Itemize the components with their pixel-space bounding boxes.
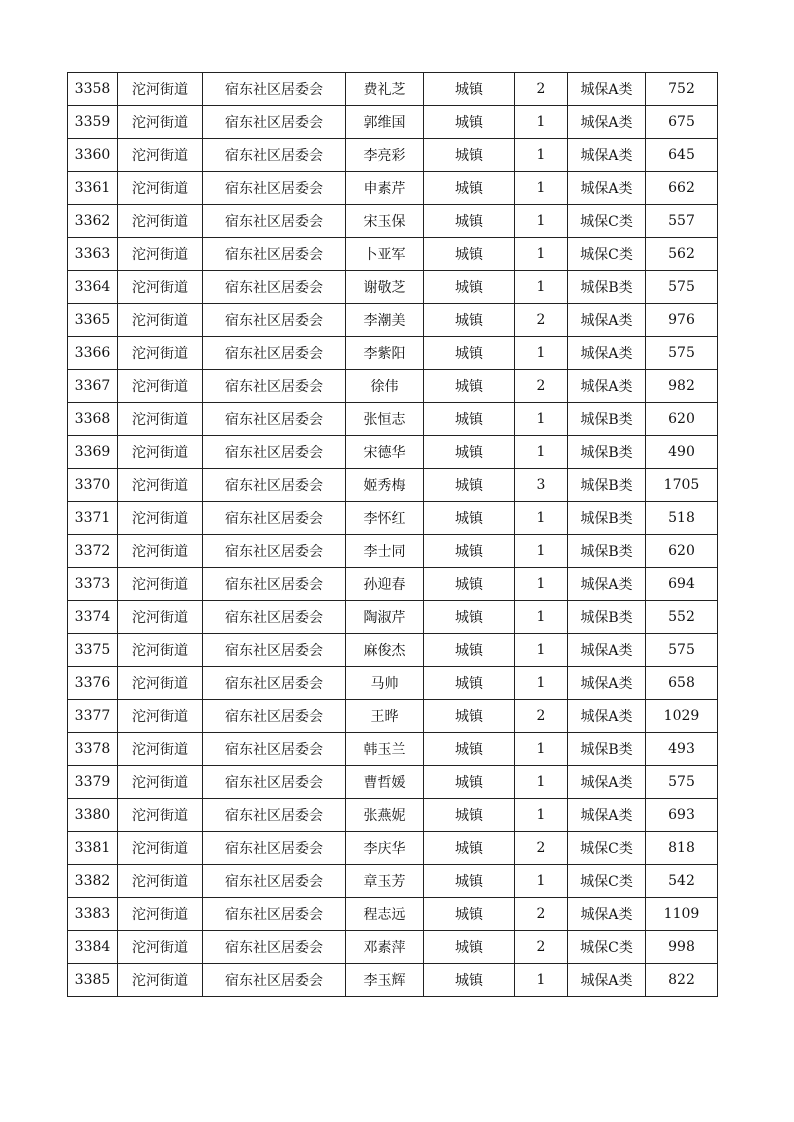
amount-cell: 557: [646, 205, 718, 238]
street-cell: 沱河街道: [118, 700, 203, 733]
name-cell: 张燕妮: [346, 799, 424, 832]
amount-cell: 976: [646, 304, 718, 337]
street-cell: 沱河街道: [118, 667, 203, 700]
community-cell: 宿东社区居委会: [203, 502, 346, 535]
record-number-cell: 3359: [68, 106, 118, 139]
community-cell: 宿东社区居委会: [203, 370, 346, 403]
name-cell: 李士同: [346, 535, 424, 568]
category-cell: 城保C类: [568, 931, 646, 964]
table-row: [68, 403, 718, 436]
household-type-cell: 城镇: [424, 601, 515, 634]
record-number-cell: 3366: [68, 337, 118, 370]
person-count-cell: 1: [515, 172, 568, 205]
record-number-cell: 3371: [68, 502, 118, 535]
community-cell: 宿东社区居委会: [203, 766, 346, 799]
street-cell: 沱河街道: [118, 139, 203, 172]
record-number-cell: 3379: [68, 766, 118, 799]
record-number-cell: 3385: [68, 964, 118, 997]
community-cell: 宿东社区居委会: [203, 238, 346, 271]
community-cell: 宿东社区居委会: [203, 634, 346, 667]
street-cell: 沱河街道: [118, 898, 203, 931]
amount-cell: 694: [646, 568, 718, 601]
amount-cell: 562: [646, 238, 718, 271]
amount-cell: 620: [646, 535, 718, 568]
person-count-cell: 1: [515, 106, 568, 139]
record-number-cell: 3373: [68, 568, 118, 601]
street-cell: 沱河街道: [118, 799, 203, 832]
record-number-cell: 3381: [68, 832, 118, 865]
record-number-cell: 3374: [68, 601, 118, 634]
category-cell: 城保C类: [568, 205, 646, 238]
street-cell: 沱河街道: [118, 271, 203, 304]
table-row: [68, 535, 718, 568]
person-count-cell: 1: [515, 766, 568, 799]
person-count-cell: 1: [515, 238, 568, 271]
category-cell: 城保A类: [568, 568, 646, 601]
household-type-cell: 城镇: [424, 898, 515, 931]
table-row: [68, 502, 718, 535]
household-type-cell: 城镇: [424, 832, 515, 865]
name-cell: 李紫阳: [346, 337, 424, 370]
name-cell: 卜亚军: [346, 238, 424, 271]
person-count-cell: 3: [515, 469, 568, 502]
amount-cell: 675: [646, 106, 718, 139]
street-cell: 沱河街道: [118, 832, 203, 865]
name-cell: 张恒志: [346, 403, 424, 436]
table-row: [68, 865, 718, 898]
household-type-cell: 城镇: [424, 205, 515, 238]
category-cell: 城保B类: [568, 469, 646, 502]
table-row: [68, 271, 718, 304]
community-cell: 宿东社区居委会: [203, 931, 346, 964]
record-number-cell: 3361: [68, 172, 118, 205]
person-count-cell: 2: [515, 832, 568, 865]
name-cell: 申素芹: [346, 172, 424, 205]
household-type-cell: 城镇: [424, 535, 515, 568]
community-cell: 宿东社区居委会: [203, 832, 346, 865]
record-number-cell: 3367: [68, 370, 118, 403]
name-cell: 徐伟: [346, 370, 424, 403]
allowance-table: [67, 72, 718, 997]
amount-cell: 998: [646, 931, 718, 964]
amount-cell: 552: [646, 601, 718, 634]
table-row: [68, 238, 718, 271]
name-cell: 宋德华: [346, 436, 424, 469]
street-cell: 沱河街道: [118, 172, 203, 205]
amount-cell: 982: [646, 370, 718, 403]
household-type-cell: 城镇: [424, 667, 515, 700]
record-number-cell: 3358: [68, 73, 118, 106]
record-number-cell: 3375: [68, 634, 118, 667]
community-cell: 宿东社区居委会: [203, 964, 346, 997]
category-cell: 城保A类: [568, 964, 646, 997]
person-count-cell: 2: [515, 898, 568, 931]
household-type-cell: 城镇: [424, 634, 515, 667]
street-cell: 沱河街道: [118, 535, 203, 568]
table-row: [68, 832, 718, 865]
household-type-cell: 城镇: [424, 73, 515, 106]
name-cell: 李庆华: [346, 832, 424, 865]
person-count-cell: 2: [515, 73, 568, 106]
community-cell: 宿东社区居委会: [203, 733, 346, 766]
category-cell: 城保A类: [568, 634, 646, 667]
person-count-cell: 1: [515, 139, 568, 172]
person-count-cell: 1: [515, 535, 568, 568]
person-count-cell: 1: [515, 337, 568, 370]
amount-cell: 693: [646, 799, 718, 832]
street-cell: 沱河街道: [118, 502, 203, 535]
household-type-cell: 城镇: [424, 238, 515, 271]
household-type-cell: 城镇: [424, 700, 515, 733]
category-cell: 城保B类: [568, 403, 646, 436]
person-count-cell: 2: [515, 700, 568, 733]
category-cell: 城保C类: [568, 832, 646, 865]
table-row: [68, 799, 718, 832]
category-cell: 城保B类: [568, 535, 646, 568]
household-type-cell: 城镇: [424, 436, 515, 469]
household-type-cell: 城镇: [424, 403, 515, 436]
community-cell: 宿东社区居委会: [203, 436, 346, 469]
category-cell: 城保A类: [568, 700, 646, 733]
person-count-cell: 1: [515, 502, 568, 535]
street-cell: 沱河街道: [118, 403, 203, 436]
name-cell: 王晔: [346, 700, 424, 733]
table-row: [68, 469, 718, 502]
table-row: [68, 139, 718, 172]
name-cell: 马帅: [346, 667, 424, 700]
household-type-cell: 城镇: [424, 304, 515, 337]
name-cell: 邓素萍: [346, 931, 424, 964]
street-cell: 沱河街道: [118, 601, 203, 634]
person-count-cell: 1: [515, 799, 568, 832]
category-cell: 城保A类: [568, 139, 646, 172]
record-number-cell: 3377: [68, 700, 118, 733]
community-cell: 宿东社区居委会: [203, 667, 346, 700]
record-number-cell: 3370: [68, 469, 118, 502]
amount-cell: 575: [646, 766, 718, 799]
amount-cell: 518: [646, 502, 718, 535]
household-type-cell: 城镇: [424, 337, 515, 370]
record-number-cell: 3365: [68, 304, 118, 337]
record-number-cell: 3380: [68, 799, 118, 832]
street-cell: 沱河街道: [118, 766, 203, 799]
household-type-cell: 城镇: [424, 139, 515, 172]
household-type-cell: 城镇: [424, 106, 515, 139]
household-type-cell: 城镇: [424, 172, 515, 205]
community-cell: 宿东社区居委会: [203, 271, 346, 304]
amount-cell: 620: [646, 403, 718, 436]
street-cell: 沱河街道: [118, 205, 203, 238]
category-cell: 城保C类: [568, 238, 646, 271]
record-number-cell: 3360: [68, 139, 118, 172]
person-count-cell: 1: [515, 601, 568, 634]
category-cell: 城保A类: [568, 766, 646, 799]
name-cell: 孙迎春: [346, 568, 424, 601]
record-number-cell: 3368: [68, 403, 118, 436]
community-cell: 宿东社区居委会: [203, 601, 346, 634]
record-number-cell: 3376: [68, 667, 118, 700]
street-cell: 沱河街道: [118, 238, 203, 271]
community-cell: 宿东社区居委会: [203, 172, 346, 205]
community-cell: 宿东社区居委会: [203, 865, 346, 898]
household-type-cell: 城镇: [424, 964, 515, 997]
community-cell: 宿东社区居委会: [203, 535, 346, 568]
amount-cell: 542: [646, 865, 718, 898]
category-cell: 城保B类: [568, 733, 646, 766]
category-cell: 城保B类: [568, 601, 646, 634]
amount-cell: 1109: [646, 898, 718, 931]
table-row: [68, 568, 718, 601]
street-cell: 沱河街道: [118, 568, 203, 601]
table-row: [68, 304, 718, 337]
person-count-cell: 1: [515, 436, 568, 469]
household-type-cell: 城镇: [424, 502, 515, 535]
household-type-cell: 城镇: [424, 931, 515, 964]
street-cell: 沱河街道: [118, 73, 203, 106]
name-cell: 章玉芳: [346, 865, 424, 898]
community-cell: 宿东社区居委会: [203, 106, 346, 139]
person-count-cell: 1: [515, 568, 568, 601]
street-cell: 沱河街道: [118, 337, 203, 370]
person-count-cell: 1: [515, 865, 568, 898]
category-cell: 城保B类: [568, 436, 646, 469]
community-cell: 宿东社区居委会: [203, 304, 346, 337]
record-number-cell: 3369: [68, 436, 118, 469]
person-count-cell: 2: [515, 370, 568, 403]
street-cell: 沱河街道: [118, 370, 203, 403]
name-cell: 宋玉保: [346, 205, 424, 238]
table-row: [68, 733, 718, 766]
person-count-cell: 1: [515, 634, 568, 667]
amount-cell: 493: [646, 733, 718, 766]
street-cell: 沱河街道: [118, 106, 203, 139]
table-row: [68, 700, 718, 733]
table-row: [68, 337, 718, 370]
record-number-cell: 3364: [68, 271, 118, 304]
table-row: [68, 205, 718, 238]
household-type-cell: 城镇: [424, 271, 515, 304]
name-cell: 李潮美: [346, 304, 424, 337]
person-count-cell: 1: [515, 667, 568, 700]
amount-cell: 818: [646, 832, 718, 865]
category-cell: 城保A类: [568, 898, 646, 931]
street-cell: 沱河街道: [118, 931, 203, 964]
table-row: [68, 73, 718, 106]
category-cell: 城保B类: [568, 502, 646, 535]
community-cell: 宿东社区居委会: [203, 799, 346, 832]
household-type-cell: 城镇: [424, 370, 515, 403]
amount-cell: 575: [646, 337, 718, 370]
amount-cell: 645: [646, 139, 718, 172]
community-cell: 宿东社区居委会: [203, 337, 346, 370]
person-count-cell: 1: [515, 271, 568, 304]
community-cell: 宿东社区居委会: [203, 73, 346, 106]
name-cell: 姬秀梅: [346, 469, 424, 502]
table-row: [68, 634, 718, 667]
record-number-cell: 3372: [68, 535, 118, 568]
amount-cell: 658: [646, 667, 718, 700]
record-number-cell: 3382: [68, 865, 118, 898]
name-cell: 费礼芝: [346, 73, 424, 106]
table-row: [68, 931, 718, 964]
table-row: [68, 601, 718, 634]
household-type-cell: 城镇: [424, 865, 515, 898]
street-cell: 沱河街道: [118, 634, 203, 667]
amount-cell: 1029: [646, 700, 718, 733]
street-cell: 沱河街道: [118, 865, 203, 898]
household-type-cell: 城镇: [424, 568, 515, 601]
name-cell: 陶淑芹: [346, 601, 424, 634]
name-cell: 郭维国: [346, 106, 424, 139]
name-cell: 谢敬芝: [346, 271, 424, 304]
household-type-cell: 城镇: [424, 766, 515, 799]
name-cell: 李亮彩: [346, 139, 424, 172]
table-body: [68, 73, 718, 997]
amount-cell: 662: [646, 172, 718, 205]
record-number-cell: 3383: [68, 898, 118, 931]
table-row: [68, 898, 718, 931]
amount-cell: 752: [646, 73, 718, 106]
person-count-cell: 1: [515, 964, 568, 997]
person-count-cell: 1: [515, 205, 568, 238]
category-cell: 城保C类: [568, 865, 646, 898]
category-cell: 城保A类: [568, 370, 646, 403]
person-count-cell: 2: [515, 304, 568, 337]
category-cell: 城保B类: [568, 271, 646, 304]
community-cell: 宿东社区居委会: [203, 898, 346, 931]
record-number-cell: 3378: [68, 733, 118, 766]
street-cell: 沱河街道: [118, 469, 203, 502]
street-cell: 沱河街道: [118, 964, 203, 997]
category-cell: 城保A类: [568, 799, 646, 832]
category-cell: 城保A类: [568, 106, 646, 139]
category-cell: 城保A类: [568, 73, 646, 106]
table-row: [68, 106, 718, 139]
community-cell: 宿东社区居委会: [203, 568, 346, 601]
street-cell: 沱河街道: [118, 733, 203, 766]
name-cell: 李怀红: [346, 502, 424, 535]
table-row: [68, 964, 718, 997]
community-cell: 宿东社区居委会: [203, 700, 346, 733]
household-type-cell: 城镇: [424, 733, 515, 766]
record-number-cell: 3363: [68, 238, 118, 271]
category-cell: 城保A类: [568, 304, 646, 337]
name-cell: 李玉辉: [346, 964, 424, 997]
table-row: [68, 436, 718, 469]
street-cell: 沱河街道: [118, 436, 203, 469]
table-row: [68, 370, 718, 403]
community-cell: 宿东社区居委会: [203, 139, 346, 172]
amount-cell: 1705: [646, 469, 718, 502]
table-row: [68, 766, 718, 799]
person-count-cell: 1: [515, 403, 568, 436]
person-count-cell: 1: [515, 733, 568, 766]
record-number-cell: 3384: [68, 931, 118, 964]
amount-cell: 575: [646, 271, 718, 304]
category-cell: 城保A类: [568, 667, 646, 700]
name-cell: 韩玉兰: [346, 733, 424, 766]
name-cell: 程志远: [346, 898, 424, 931]
household-type-cell: 城镇: [424, 799, 515, 832]
person-count-cell: 2: [515, 931, 568, 964]
community-cell: 宿东社区居委会: [203, 205, 346, 238]
amount-cell: 822: [646, 964, 718, 997]
household-type-cell: 城镇: [424, 469, 515, 502]
category-cell: 城保A类: [568, 337, 646, 370]
table-row: [68, 667, 718, 700]
table-row: [68, 172, 718, 205]
name-cell: 麻俊杰: [346, 634, 424, 667]
community-cell: 宿东社区居委会: [203, 469, 346, 502]
record-number-cell: 3362: [68, 205, 118, 238]
street-cell: 沱河街道: [118, 304, 203, 337]
community-cell: 宿东社区居委会: [203, 403, 346, 436]
name-cell: 曹哲媛: [346, 766, 424, 799]
amount-cell: 490: [646, 436, 718, 469]
category-cell: 城保A类: [568, 172, 646, 205]
amount-cell: 575: [646, 634, 718, 667]
